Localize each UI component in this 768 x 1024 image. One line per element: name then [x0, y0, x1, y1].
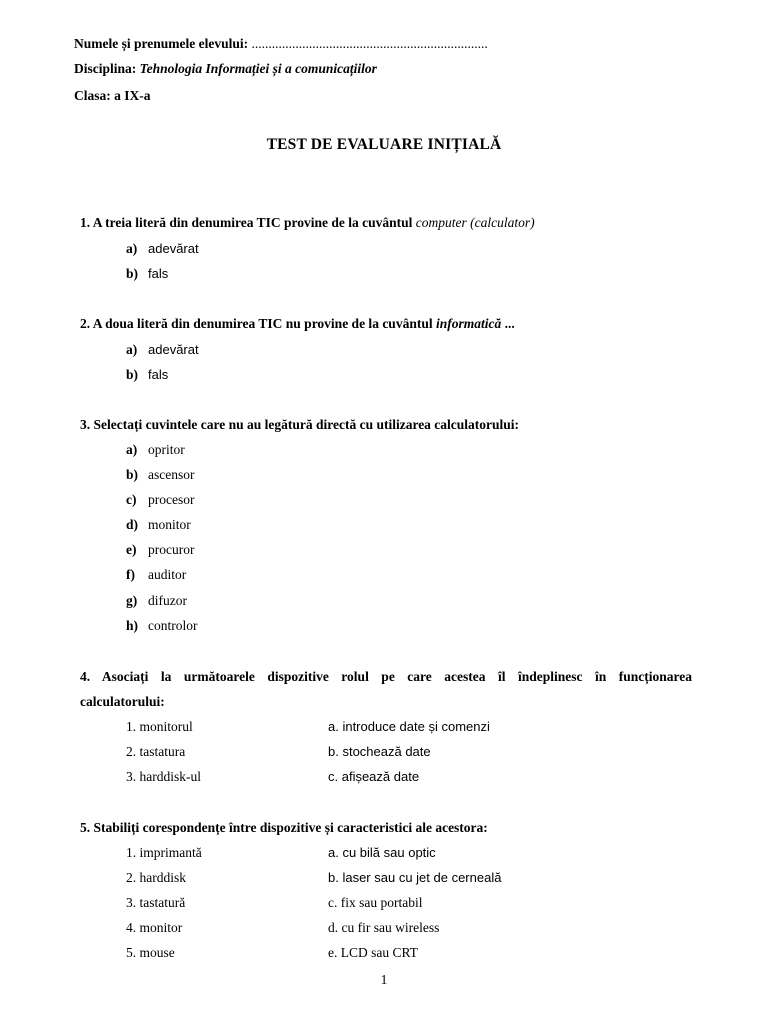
- page-title: TEST DE EVALUARE INIȚIALĂ: [266, 136, 502, 153]
- question-3-option-f: [126, 567, 186, 583]
- question-3-option-b: [126, 467, 194, 483]
- page-number: 1: [380, 972, 388, 987]
- option-text: controlor: [148, 618, 198, 633]
- option-letter: g): [126, 593, 138, 608]
- option-letter: b): [126, 266, 139, 281]
- question-3-option-d: [126, 517, 191, 533]
- question-3-option-h: [126, 618, 198, 634]
- option-text: procuror: [148, 542, 195, 557]
- question-5: 5. Stabiliți corespondențe între dispozitive și caracteristici ale acestora:: [80, 820, 488, 835]
- question-3-option-e: [126, 542, 194, 558]
- question-4-left-1: 1. monitorul: [126, 719, 193, 734]
- question-5-left-5: 5. mouse: [126, 945, 175, 960]
- option-letter: a): [126, 342, 138, 357]
- question-5-right-c: c. fix sau portabil: [328, 895, 423, 910]
- question-5-right-a: a. cu bilă sau optic: [328, 845, 436, 860]
- question-1-italic: computer (calculator): [415, 215, 535, 230]
- student-name-line: [74, 36, 488, 52]
- option-text: difuzor: [148, 593, 187, 608]
- option-letter: a): [126, 241, 138, 256]
- question-4-line-2: calculatorului:: [80, 694, 165, 709]
- option-text: ascensor: [148, 467, 195, 482]
- question-5-left-1: 1. imprimantă: [126, 845, 202, 860]
- question-5-right-d: d. cu fir sau wireless: [328, 920, 440, 935]
- option-letter: b): [126, 367, 139, 382]
- question-5-right-e: e. LCD sau CRT: [328, 945, 418, 960]
- question-3-option-a: [126, 442, 185, 458]
- question-3-option-c: [126, 492, 194, 508]
- option-letter: a): [126, 442, 138, 457]
- question-5-right-b: b. laser sau cu jet de cerneală: [328, 870, 502, 885]
- discipline-line: [74, 61, 377, 77]
- option-letter: b): [126, 467, 139, 482]
- question-2-italic: informatică: [435, 316, 502, 331]
- option-text: opritor: [148, 442, 185, 457]
- question-1-option-b: [126, 266, 168, 282]
- question-5-left-2: 2. harddisk: [126, 870, 186, 885]
- option-letter: d): [126, 517, 139, 532]
- option-letter: f): [126, 567, 135, 582]
- option-text: adevărat: [148, 241, 199, 256]
- question-4-left-2: 2. tastatura: [126, 744, 186, 759]
- option-text: auditor: [148, 567, 187, 582]
- option-letter: c): [126, 492, 137, 507]
- question-1: [80, 215, 535, 231]
- question-4-line-1: 4. Asociați la următoarele dispozitive rolul pe care acestea îl îndeplinesc în funcționarea: [80, 669, 692, 684]
- question-2-text: 2. A doua literă din denumirea TIC nu provine de la cuvântul: [80, 316, 436, 331]
- question-5-left-3: 3. tastatură: [126, 895, 186, 910]
- question-2: [80, 316, 515, 332]
- option-letter: e): [126, 542, 137, 557]
- discipline-value: Tehnologia Informației și a comunicațiilor: [139, 61, 377, 76]
- option-text: adevărat: [148, 342, 199, 357]
- question-3-option-g: [126, 593, 187, 609]
- question-4-left-3: 3. harddisk-ul: [126, 769, 201, 784]
- question-5-left-4: 4. monitor: [126, 920, 183, 935]
- question-3: 3. Selectați cuvintele care nu au legătură directă cu utilizarea calculatorului:: [80, 417, 520, 432]
- question-1-option-a: [126, 241, 199, 257]
- student-name-blank: ......................................................................: [251, 36, 488, 51]
- option-text: monitor: [148, 517, 191, 532]
- option-text: fals: [148, 367, 169, 382]
- student-name-label: Numele și prenumele elevului:: [74, 36, 249, 51]
- question-2-suffix: ...: [501, 316, 515, 331]
- class-line: Clasa: a IX-a: [74, 88, 151, 103]
- option-text: fals: [148, 266, 169, 281]
- discipline-label: Disciplina:: [74, 61, 137, 76]
- question-4-right-a: a. introduce date și comenzi: [328, 719, 490, 734]
- question-2-option-b: [126, 367, 168, 383]
- option-letter: h): [126, 618, 139, 633]
- question-2-option-a: [126, 342, 199, 358]
- question-4-right-b: b. stochează date: [328, 744, 431, 759]
- option-text: procesor: [148, 492, 195, 507]
- question-1-text: 1. A treia literă din denumirea TIC provine de la cuvântul: [80, 215, 416, 230]
- question-4-right-c: c. afișează date: [328, 769, 420, 784]
